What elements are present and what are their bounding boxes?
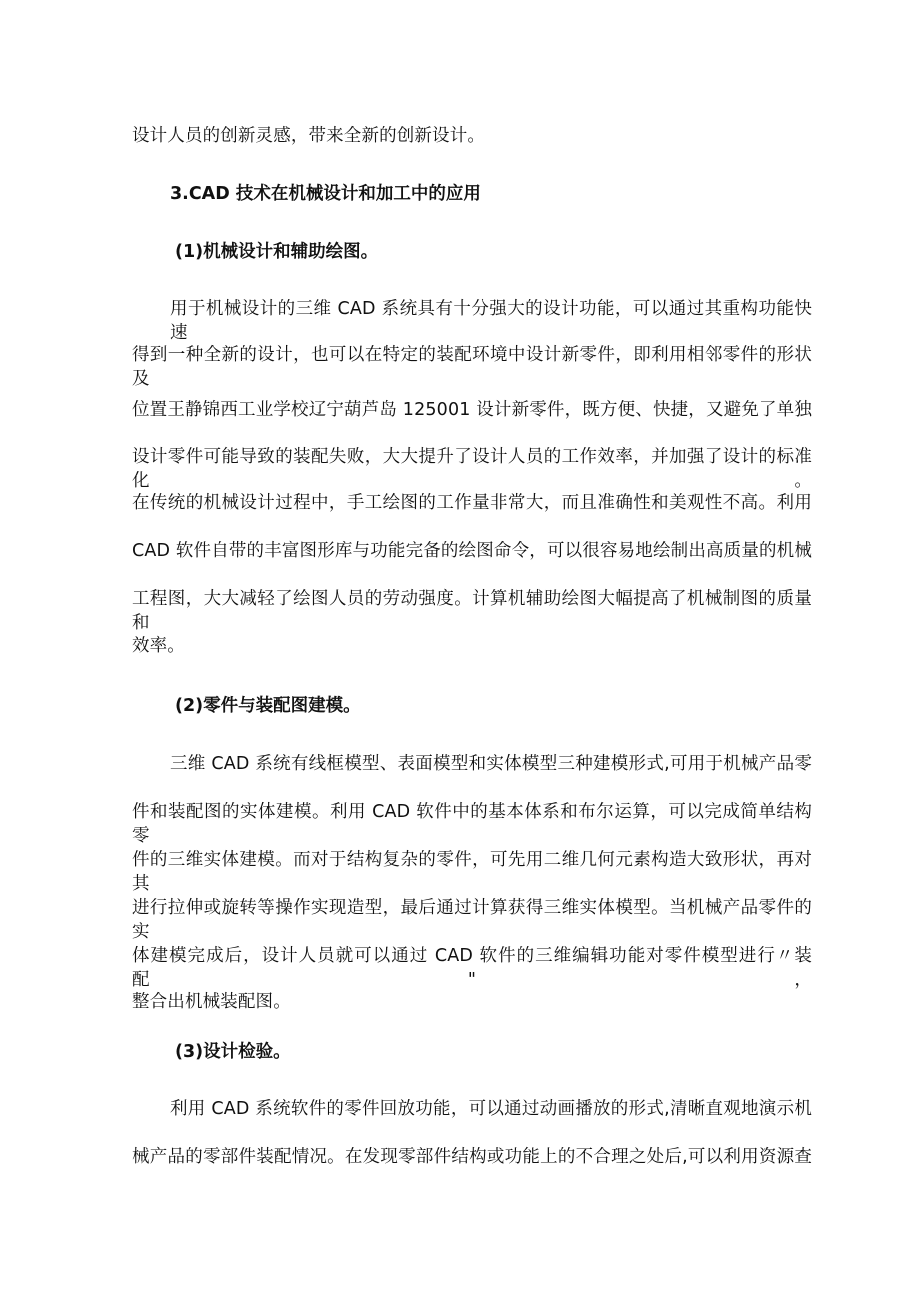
paragraph-line: 进行拉伸或旋转等操作实现造型，最后通过计算获得三维实体模型。当机械产品零件的实 [132,898,812,942]
paragraph-line: 设计人员的创新灵感，带来全新的创新设计。 [132,126,485,146]
paragraph-line: 用于机械设计的三维 CAD 系统具有十分强大的设计功能，可以通过其重构功能快速 [170,299,812,343]
paragraph-line: 效率。 [132,636,185,656]
paragraph-line: 在传统的机械设计过程中，手工绘图的工作量非常大，而且准确性和美观性不高。利用 [132,493,812,513]
section-heading: 3.CAD 技术在机械设计和加工中的应用 [170,184,481,204]
paragraph-line: 设计零件可能导致的装配失败，大大提升了设计人员的工作效率，并加强了设计的标准化。 [132,447,812,491]
paragraph-line: 件的三维实体建模。而对于结构复杂的零件，可先用二维几何元素构造大致形状，再对其 [132,850,812,894]
paragraph-line: 整合出机械装配图。 [132,992,291,1012]
subsection-heading-1: (1)机械设计和辅助绘图。 [175,242,379,262]
paragraph-line: 三维 CAD 系统有线框模型、表面模型和实体模型三种建模形式,可用于机械产品零 [170,754,812,774]
subsection-heading-3: (3)设计检验。 [175,1042,291,1062]
subsection-heading-2: (2)零件与装配图建模。 [175,696,361,716]
paragraph-line: 位置王静锦西工业学校辽宁葫芦岛 125001 设计新零件，既方便、快捷，又避免了单独 [132,400,812,420]
paragraph-line: CAD 软件自带的丰富图形库与功能完备的绘图命令，可以很容易地绘制出高质量的机械 [132,541,812,561]
paragraph-line: 工程图，大大减轻了绘图人员的劳动强度。计算机辅助绘图大幅提高了机械制图的质量和 [132,589,812,633]
paragraph-line: 利用 CAD 系统软件的零件回放功能，可以通过动画播放的形式,清晰直观地演示机 [170,1099,812,1119]
paragraph-line: 械产品的零部件装配情况。在发现零部件结构或功能上的不合理之处后,可以利用资源查 [132,1147,812,1167]
paragraph-line: 得到一种全新的设计，也可以在特定的装配环境中设计新零件，即利用相邻零件的形状及 [132,345,812,389]
paragraph-line: 件和装配图的实体建模。利用 CAD 软件中的基本体系和布尔运算，可以完成简单结构零 [132,802,812,846]
paragraph-line: 体建模完成后，设计人员就可以通过 CAD 软件的三维编辑功能对零件模型进行〃装配"， [132,946,812,990]
